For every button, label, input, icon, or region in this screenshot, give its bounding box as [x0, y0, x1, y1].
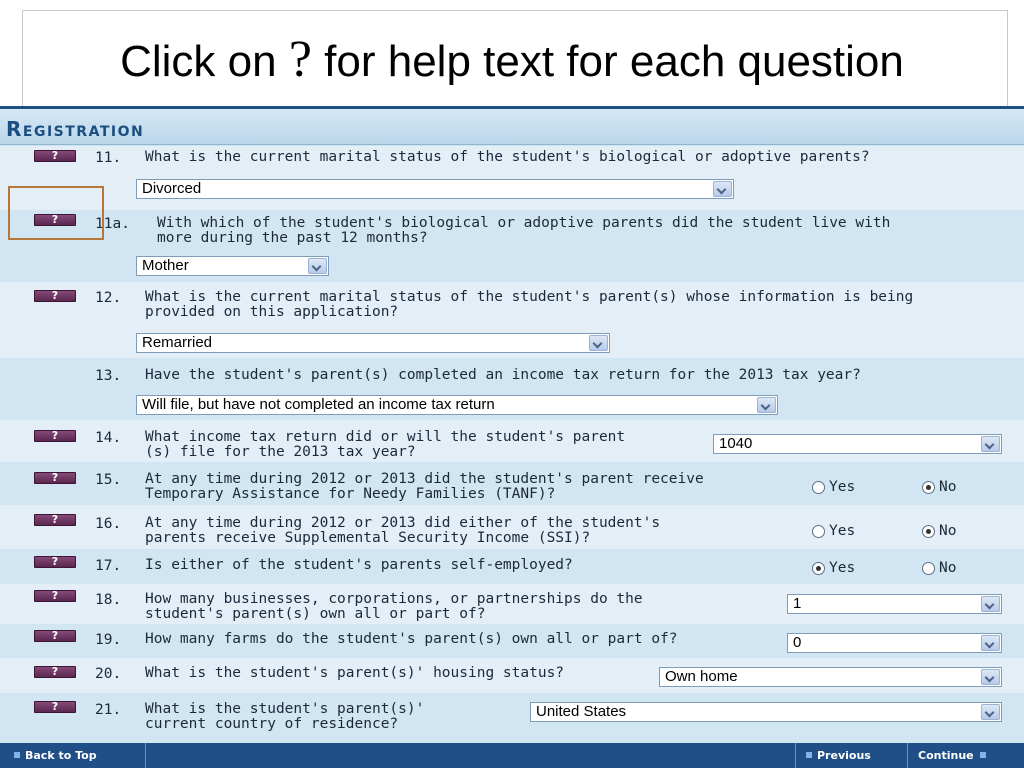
question-text-line: How many farms do the student's parent(s) own all or part of?	[145, 631, 678, 647]
form-header-title: Registration	[6, 117, 145, 141]
help-button[interactable]: ?	[34, 590, 76, 602]
square-bullet-icon	[806, 752, 812, 758]
radio-circle-selected[interactable]	[922, 525, 935, 538]
continue-label: Continue	[918, 749, 974, 762]
help-button[interactable]: ?	[34, 430, 76, 442]
housing-status-select[interactable]	[659, 667, 1002, 687]
tax-return-type-select[interactable]	[713, 434, 1002, 454]
help-callout-highlight	[8, 186, 104, 240]
question-number: 11a.	[95, 216, 130, 232]
help-button[interactable]: ?	[34, 701, 76, 713]
back-to-top-link[interactable]	[14, 747, 97, 765]
help-button[interactable]: ?	[34, 150, 76, 162]
question-text-line: At any time during 2012 or 2013 did either of the student's	[145, 515, 661, 531]
question-text-line: With which of the student's biological or adoptive parents did the student live with	[157, 215, 891, 231]
question-text-line: student's parent(s) own all or part of?	[145, 606, 486, 622]
question-number: 15.	[95, 472, 122, 488]
radio-label: Yes	[829, 523, 856, 539]
question-text	[145, 150, 870, 165]
select-value: Divorced	[142, 180, 202, 197]
radio-label: Yes	[829, 479, 856, 495]
question-text	[145, 702, 424, 732]
question-text-line: What is the student's parent(s)' housing status?	[145, 665, 565, 681]
select-value: 0	[793, 634, 802, 651]
footer-divider	[795, 743, 796, 768]
question-text	[145, 368, 861, 383]
radio-label: No	[939, 560, 957, 576]
question-text-line: (s) file for the 2013 tax year?	[145, 444, 416, 460]
slide-title-end: for help text for each question	[324, 37, 904, 86]
select-value: Mother	[142, 257, 189, 274]
radio-circle[interactable]	[812, 481, 825, 494]
question-number: 14.	[95, 430, 122, 446]
question-text	[145, 666, 564, 681]
back-to-top-label: Back to Top	[25, 749, 97, 762]
question-number: 21.	[95, 702, 122, 718]
form-header	[0, 109, 1024, 145]
chevron-down-icon[interactable]	[981, 436, 1000, 452]
help-button[interactable]: ?	[34, 514, 76, 526]
previous-button[interactable]	[806, 747, 871, 765]
question-text	[157, 216, 890, 246]
question-text	[145, 558, 573, 573]
radio-circle[interactable]	[812, 525, 825, 538]
country-of-residence-select[interactable]	[530, 702, 1002, 722]
question-text	[145, 472, 704, 502]
help-button[interactable]: ?	[34, 666, 76, 678]
question-number: 12.	[95, 290, 122, 306]
question-text-line: What is the current marital status of the student's biological or adoptive parents?	[145, 149, 870, 165]
chevron-down-icon[interactable]	[757, 397, 776, 413]
question-number: 16.	[95, 516, 122, 532]
chevron-down-icon[interactable]	[589, 335, 608, 351]
question-text	[145, 430, 625, 460]
businesses-count-select[interactable]	[787, 594, 1002, 614]
question-number: 19.	[95, 632, 122, 648]
help-button[interactable]: ?	[34, 630, 76, 642]
farms-count-select[interactable]	[787, 633, 1002, 653]
marital-status-select[interactable]	[136, 179, 734, 199]
help-button[interactable]: ?	[34, 290, 76, 302]
question-text-line: Temporary Assistance for Needy Families (TANF)?	[145, 486, 556, 502]
chevron-down-icon[interactable]	[981, 704, 1000, 720]
question-text	[145, 516, 660, 546]
registration-form	[0, 106, 1024, 768]
slide-title-start: Click on	[120, 37, 277, 86]
help-button[interactable]: ?	[34, 472, 76, 484]
question-number: 11.	[95, 150, 122, 166]
question-mark-glyph: ?	[288, 31, 312, 88]
question-text-line: What is the student's parent(s)'	[145, 701, 425, 717]
select-value: 1040	[719, 435, 753, 452]
select-value: Remarried	[142, 334, 213, 351]
question-text-line: provided on this application?	[145, 304, 399, 320]
footer-divider	[907, 743, 908, 768]
radio-circle[interactable]	[922, 562, 935, 575]
continue-button[interactable]	[918, 747, 986, 765]
chevron-down-icon[interactable]	[981, 596, 1000, 612]
question-text-line: parents receive Supplemental Security Income (SSI)?	[145, 530, 591, 546]
chevron-down-icon[interactable]	[981, 635, 1000, 651]
tax-return-status-select[interactable]	[136, 395, 778, 415]
radio-circle-selected[interactable]	[922, 481, 935, 494]
select-value: United States	[536, 703, 627, 720]
question-text-line: How many businesses, corporations, or partnerships do the	[145, 591, 643, 607]
question-text-line: more during the past 12 months?	[157, 230, 428, 246]
question-text	[145, 290, 913, 320]
select-value: 1	[793, 595, 802, 612]
help-button[interactable]: ?	[34, 556, 76, 568]
radio-label: Yes	[829, 560, 856, 576]
slide-title	[0, 31, 1024, 88]
radio-label: No	[939, 523, 957, 539]
radio-circle-selected[interactable]	[812, 562, 825, 575]
chevron-down-icon[interactable]	[308, 258, 327, 274]
footer-divider	[145, 743, 146, 768]
question-text	[145, 592, 643, 622]
select-value: Will file, but have not completed an income tax return	[142, 396, 495, 413]
radio-label: No	[939, 479, 957, 495]
lived-with-parent-select[interactable]	[136, 256, 329, 276]
question-text-line: What is the current marital status of the student's parent(s) whose information is being	[145, 289, 914, 305]
chevron-down-icon[interactable]	[981, 669, 1000, 685]
question-text	[145, 632, 678, 647]
question-text-line: current country of residence?	[145, 716, 399, 732]
question-number: 20.	[95, 666, 122, 682]
square-bullet-icon	[14, 752, 20, 758]
select-value: Own home	[665, 668, 738, 685]
question-number: 18.	[95, 592, 122, 608]
question-text-line: What income tax return did or will the student's parent	[145, 429, 626, 445]
chevron-down-icon[interactable]	[713, 181, 732, 197]
previous-label: Previous	[817, 749, 871, 762]
parent-marital-status-select[interactable]	[136, 333, 610, 353]
help-button[interactable]: ?	[34, 214, 76, 226]
question-text-line: Is either of the student's parents self-employed?	[145, 557, 573, 573]
question-text-line: Have the student's parent(s) completed an income tax return for the 2013 tax year?	[145, 367, 861, 383]
question-text-line: At any time during 2012 or 2013 did the student's parent receive	[145, 471, 704, 487]
square-bullet-icon	[980, 752, 986, 758]
form-footer-bar	[0, 743, 1024, 768]
question-number: 13.	[95, 368, 122, 384]
question-number: 17.	[95, 558, 122, 574]
